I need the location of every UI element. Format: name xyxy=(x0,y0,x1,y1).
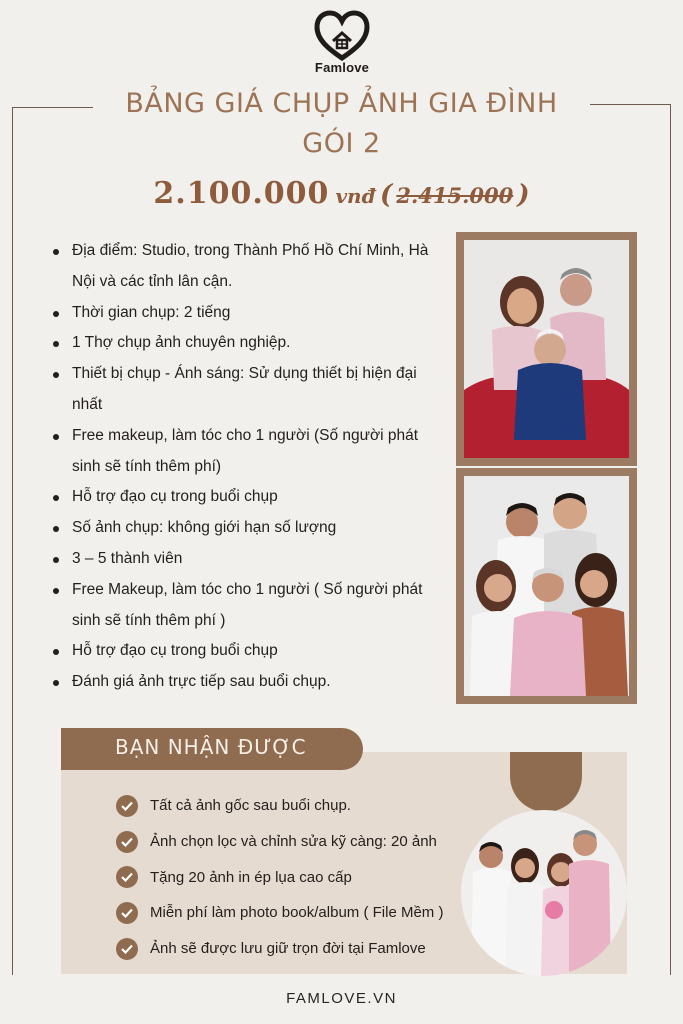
price-row xyxy=(0,176,683,211)
benefit-item xyxy=(116,895,443,931)
check-circle-icon xyxy=(116,902,138,924)
check-circle-icon xyxy=(116,866,138,888)
list-item: Thiết bị chụp - Ánh sáng: Sử dụng thiết bị hiện đại nhất xyxy=(50,359,450,421)
benefit-text: Ảnh chọn lọc và chỉnh sửa kỹ càng: 20 ảnh xyxy=(150,833,437,851)
family-photo-2 xyxy=(456,468,637,704)
family-photo-1 xyxy=(456,232,637,466)
benefit-text: Tất cả ảnh gốc sau buổi chụp. xyxy=(150,797,351,815)
heart-house-logo-icon xyxy=(309,8,375,62)
family-photo-circle-image xyxy=(461,810,627,976)
benefit-item xyxy=(116,931,443,967)
frame-line-right xyxy=(670,104,671,975)
benefit-list xyxy=(116,788,443,966)
benefit-text: Miễn phí làm photo book/album ( File Mềm ) xyxy=(150,904,444,922)
list-item: Hỗ trợ đạo cụ trong buổi chụp xyxy=(50,636,450,667)
check-circle-icon xyxy=(116,795,138,817)
page-title: BẢNG GIÁ CHỤP ẢNH GIA ĐÌNH xyxy=(125,88,558,119)
old-price: 2.415.000 xyxy=(396,183,514,208)
family-photo-circle xyxy=(461,810,627,976)
check-circle-icon xyxy=(116,831,138,853)
package-name: GÓI 2 xyxy=(302,128,381,159)
benefit-text: Ảnh sẽ được lưu giữ trọn đời tại Famlove xyxy=(150,940,426,958)
frame-line-left xyxy=(12,107,13,975)
feature-list xyxy=(50,236,450,698)
list-item: Số ảnh chụp: không giới hạn số lượng xyxy=(50,513,450,544)
open-paren: ( xyxy=(380,180,393,210)
benefit-item xyxy=(116,788,443,824)
current-price: 2.100.000 xyxy=(153,176,330,211)
list-item: 3 – 5 thành viên xyxy=(50,544,450,575)
family-photo-1-image xyxy=(464,240,629,458)
family-photo-2-image xyxy=(464,476,629,696)
footer-website: FAMLOVE.VN xyxy=(286,990,397,1007)
benefits-heading: BẠN NHẬN ĐƯỢC xyxy=(115,735,307,759)
list-item: Thời gian chụp: 2 tiếng xyxy=(50,298,450,329)
benefit-item xyxy=(116,859,443,895)
close-paren: ) xyxy=(517,180,530,210)
list-item: 1 Thợ chụp ảnh chuyên nghiệp. xyxy=(50,328,450,359)
benefit-item xyxy=(116,824,443,860)
list-item: Đánh giá ảnh trực tiếp sau buổi chụp. xyxy=(50,667,450,698)
list-item: Free makeup, làm tóc cho 1 người (Số người phát sinh sẽ tính thêm phí) xyxy=(50,421,450,483)
price-unit: vnđ xyxy=(335,184,376,208)
list-item: Free Makeup, làm tóc cho 1 người ( Số người phát sinh sẽ tính thêm phí ) xyxy=(50,575,450,637)
list-item: Hỗ trợ đạo cụ trong buổi chụp xyxy=(50,482,450,513)
brand-name: Famlove xyxy=(314,60,370,75)
check-circle-icon xyxy=(116,938,138,960)
benefit-text: Tặng 20 ảnh in ép lụa cao cấp xyxy=(150,868,352,886)
list-item: Địa điểm: Studio, trong Thành Phố Hồ Chí Minh, Hà Nội và các tỉnh lân cận. xyxy=(50,236,450,298)
brand-logo xyxy=(300,8,384,75)
